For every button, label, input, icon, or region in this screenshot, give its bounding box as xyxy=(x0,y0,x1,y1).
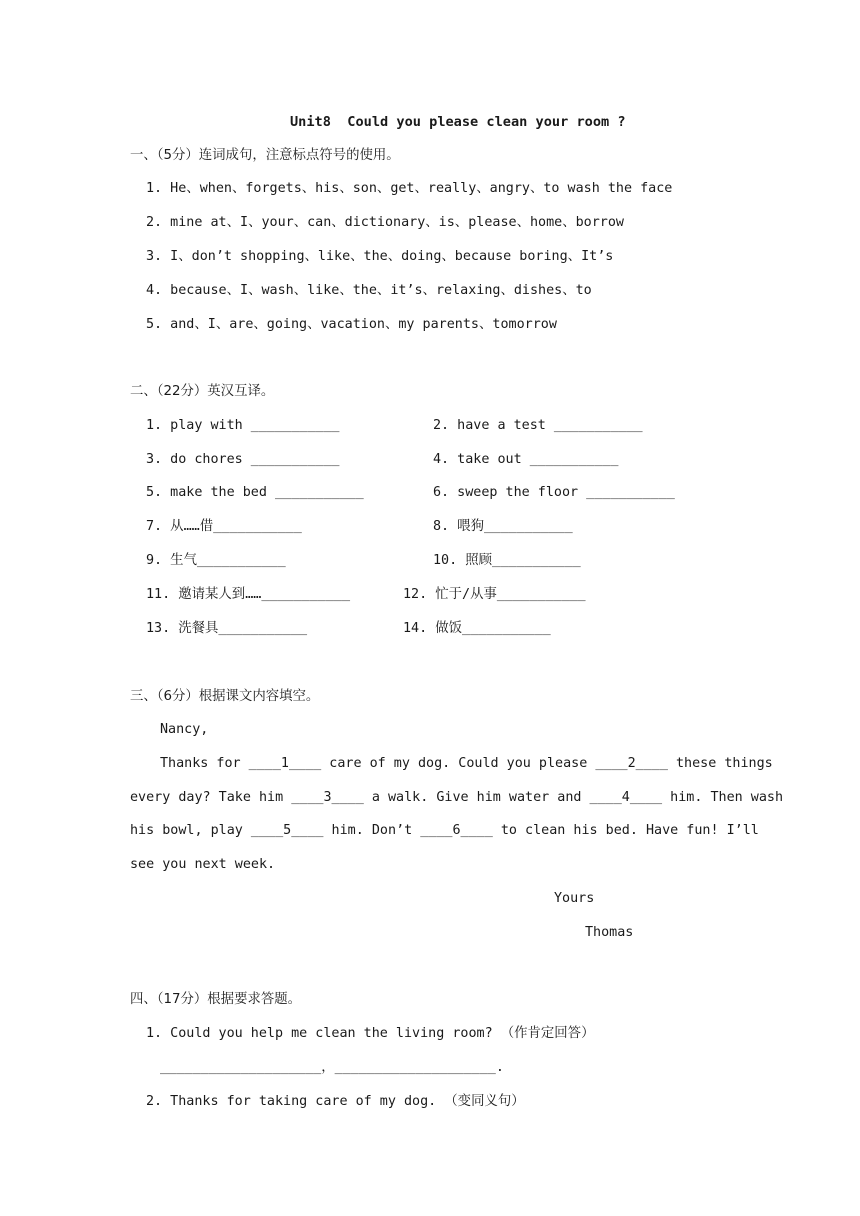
list-item: 11. 邀请某人到……___________ xyxy=(146,587,351,602)
list-item: 1. He、when、forgets、his、son、get、really、angry、to wash the face xyxy=(146,181,673,196)
answer-blank: ____________________，____________________. xyxy=(160,1060,504,1075)
list-item: 3. I、don’t shopping、like、the、doing、because boring、It’s xyxy=(146,249,614,264)
section-4-heading: 四、（17分）根据要求答题。 xyxy=(130,992,302,1007)
question-2: 2. Thanks for taking care of my dog. （变同义句） xyxy=(146,1094,525,1109)
list-item: 2. have a test ___________ xyxy=(433,418,643,433)
list-item: 5. and、I、are、going、vacation、my parents、tomorrow xyxy=(146,317,557,332)
list-item: 8. 喂狗___________ xyxy=(433,519,573,534)
letter-salutation: Nancy, xyxy=(160,722,209,737)
list-item: 4. take out ___________ xyxy=(433,452,619,467)
passage-line: Thanks for ____1____ care of my dog. Could you please ____2____ these things xyxy=(160,756,773,771)
list-item: 12. 忙于/从事___________ xyxy=(403,587,586,602)
list-item: 10. 照顾___________ xyxy=(433,553,581,568)
letter-signature: Thomas xyxy=(585,925,634,940)
list-item: 3. do chores ___________ xyxy=(146,452,340,467)
question-1: 1. Could you help me clean the living room? （作肯定回答） xyxy=(146,1026,595,1041)
page-title: Unit8 Could you please clean your room ? xyxy=(290,114,626,130)
letter-closing: Yours xyxy=(554,891,595,906)
section-1-heading: 一、（5分）连词成句，注意标点符号的使用。 xyxy=(130,148,400,163)
section-2-heading: 二、（22分）英汉互译。 xyxy=(130,384,275,399)
list-item: 7. 从……借___________ xyxy=(146,519,302,534)
list-item: 2. mine at、I、your、can、dictionary、is、please、home、borrow xyxy=(146,215,624,230)
passage-line: his bowl, play ____5____ him. Don’t ____6____ to clean his bed. Have fun! I’ll xyxy=(130,823,759,838)
list-item: 13. 洗餐具___________ xyxy=(146,621,308,636)
list-item: 4. because、I、wash、like、the、it’s、relaxing、dishes、to xyxy=(146,283,592,298)
section-3-heading: 三、（6分）根据课文内容填空。 xyxy=(130,689,320,704)
list-item: 9. 生气___________ xyxy=(146,553,286,568)
passage-line: see you next week. xyxy=(130,857,276,872)
list-item: 6. sweep the floor ___________ xyxy=(433,485,675,500)
passage-line: every day? Take him ____3____ a walk. Give him water and ____4____ him. Then wash xyxy=(130,790,784,805)
list-item: 1. play with ___________ xyxy=(146,418,340,433)
list-item: 5. make the bed ___________ xyxy=(146,485,364,500)
list-item: 14. 做饭___________ xyxy=(403,621,551,636)
